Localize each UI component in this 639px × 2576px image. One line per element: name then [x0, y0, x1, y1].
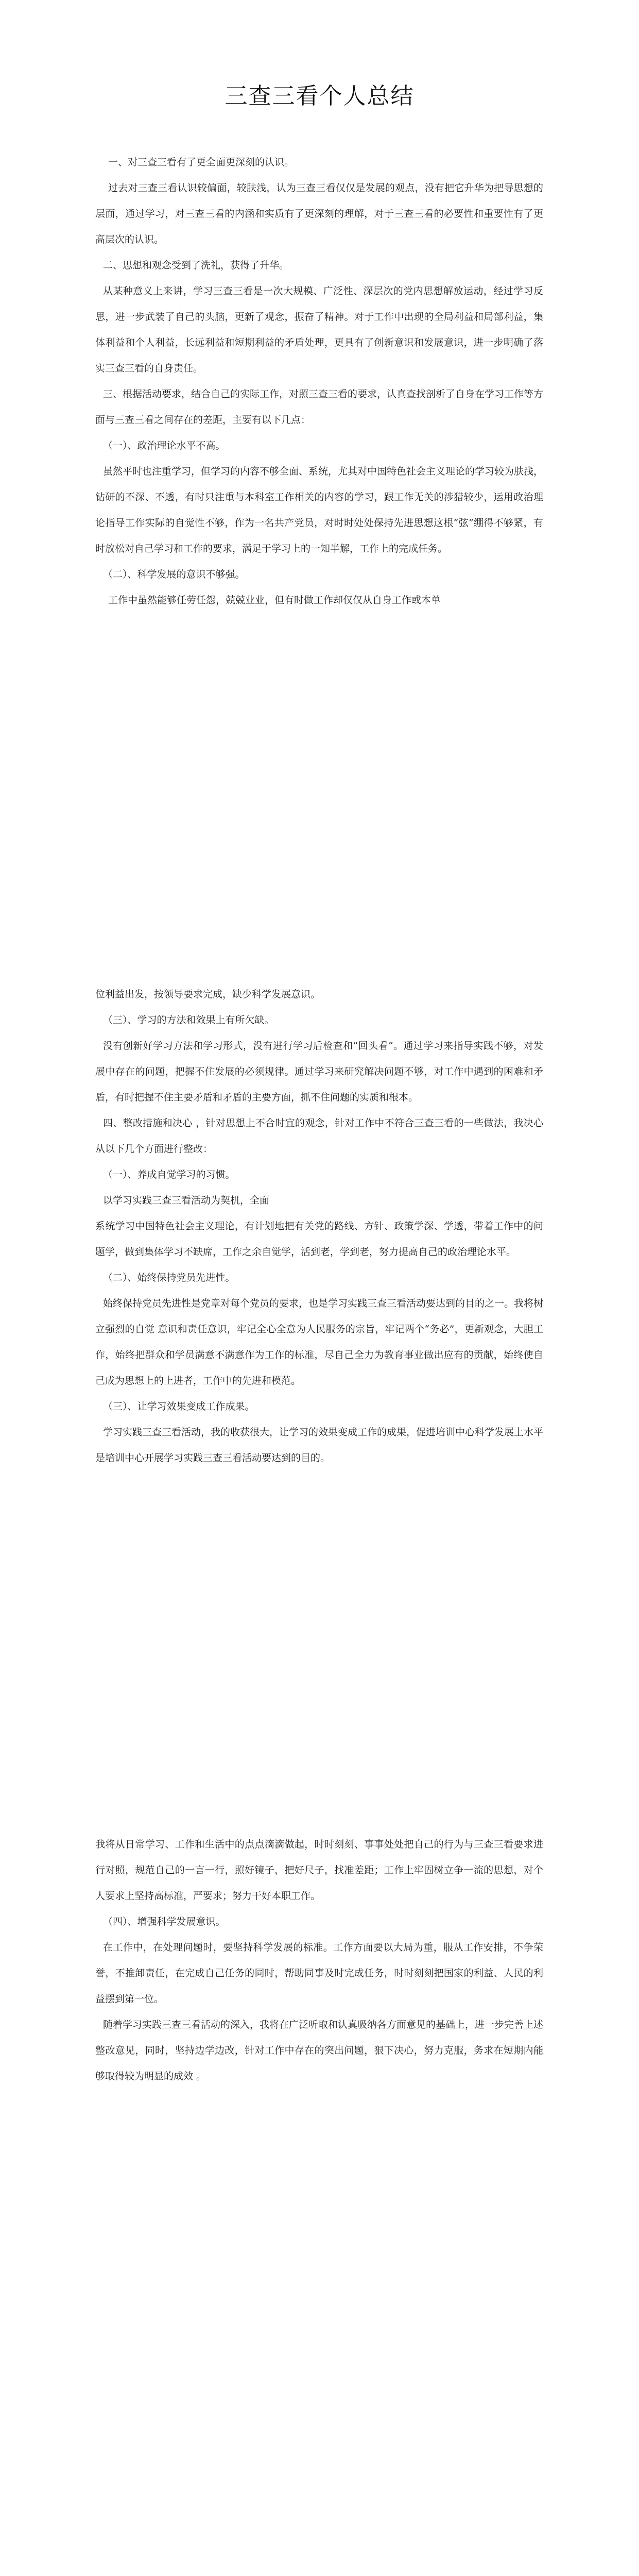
- subheading: （一）、政治理论水平不高。: [103, 440, 226, 451]
- paragraph: 随着学习实践三查三看活动的深入，我将在广泛听取和认真吸纳各方面意见的基础上，进一步完善上述整改意见，同时，坚持边学边改，针对工作中存在的突出问题，狠下决心，努力克服，务求在短期内能够取得较为明显的成效 。: [95, 2019, 544, 2082]
- paragraph: 位利益出发，按领导要求完成，缺少科学发展意识。: [95, 989, 321, 1000]
- paragraph: 从某种意义上来讲，学习三查三看是一次大规模、广泛性、深层次的党内思想解放运动，经过学习反思，进一步武装了自己的头脑，更新了观念，振奋了精神。对于工作中出现的全局利益和局部利益，集体利益和个人利益，长远利益和短期利益的矛盾处理，更具有了创新意识和发展意识，进一步明确了落实三查三看的自身责任。: [95, 285, 543, 374]
- paragraph: 在工作中，在处理问题时，要坚持科学发展的标准。工作方面要以大局为重，服从工作安排，不争荣誉，不推卸责任，在完成自己任务的同时，帮助同事及时完成任务，时时刻刻把国家的利益、人民的利益摆到第一位。: [95, 1942, 543, 2005]
- section-heading-4: 四、整改措施和决心 ，针对思想上不合时宜的观念，针对工作中不符合三查三看的一些做法，我决心从以下几个方面进行整改：: [95, 1117, 543, 1155]
- subheading: （三）、学习的方法和效果上有所欠缺。: [103, 1014, 274, 1026]
- paragraph: 工作中虽然能够任劳任怨，兢兢业业，但有时做工作却仅仅从自身工作或本单: [108, 595, 441, 606]
- subheading: （三）、让学习效果变成工作成果。: [103, 1401, 255, 1412]
- text-block-2: [95, 981, 543, 1471]
- section-heading-1: 一、对三查三看有了更全面更深刻的认识。: [108, 157, 295, 168]
- text-block-3: [95, 1832, 543, 2089]
- subheading: （二）、始终保持党员先进性。: [103, 1272, 235, 1283]
- subheading: （二）、科学发展的意识不够强。: [103, 569, 245, 580]
- paragraph: 过去对三查三看认识较偏面，较肤浅，认为三查三看仅仅是发展的观点，没有把它升华为把导思想的层面，通过学习，对三查三看的内涵和实质有了更深刻的理解，对于三查三看的必要性和重要性有了更高层次的认识。: [95, 182, 543, 245]
- paragraph: 以学习实践三查三看活动为契机，全面: [103, 1195, 270, 1206]
- paragraph: 我将从日常学习、工作和生活中的点点滴滴做起，时时刻刻、事事处处把自己的行为与三查三看要求进行对照，规范自己的一言一行，照好镜子，把好尺子，找准差距；工作上牢固树立争一流的思想，对个人要求上坚持高标准，严要求；努力干好本职工作。: [95, 1839, 543, 1902]
- paragraph: 始终保持党员先进性是党章对每个党员的要求，也是学习实践三查三看活动要达到的目的之一。我将树立强烈的自觉 意识和责任意识，牢记全心全意为人民服务的宗旨，牢记两个“务必”，更新观念，大胆工作，始终把群众和学员满意不满意作为工作的标准，尽自己全力为教育事业做出应有的贡献，始终使自己成为思想上的上进者，工作中的先进和模范。: [95, 1298, 544, 1386]
- document-title: 三查三看个人总结: [224, 83, 415, 109]
- subheading: （四）、增强科学发展意识。: [103, 1916, 226, 1927]
- paragraph: 没有创新好学习方法和学习形式，没有进行学习后检查和“回头看”。通过学习来指导实践不够，对发展中存在的问题，把握不住发展的必须规律。通过学习来研究解决问题不够，对工作中遇到的困难和矛盾，有时把握不住主要矛盾和矛盾的主要方面，抓不住问题的实质和根本。: [95, 1040, 543, 1103]
- section-heading-3: 三、根据活动要求，结合自己的实际工作，对照三查三看的要求，认真查找剖析了自身在学习工作等方面与三查三看之间存在的差距，主要有以下几点：: [95, 388, 544, 426]
- section-heading-2: 二、思想和观念受到了洗礼，获得了升华。: [103, 260, 289, 271]
- paragraph: 学习实践三查三看活动，我的收获很大，让学习的效果变成工作的成果，促进培训中心科学发展上水平是培训中心开展学习实践三查三看活动要达到的目的。: [95, 1427, 544, 1464]
- paragraph: 系统学习中国特色社会主义理论，有计划地把有关党的路线、方针、政策学深、学透，带着工作中的问题学，做到集体学习不缺席，工作之余自觉学，活到老，学到老，努力提高自己的政治理论水平。: [95, 1221, 543, 1258]
- paragraph: 虽然平时也注重学习，但学习的内容不够全面、系统，尤其对中国特色社会主义理论的学习较为肤浅，钻研的不深、不透，有时只注重与本科室工作相关的内容的学习，跟工作无关的涉猎较少，运用政治理论指导工作实际的自觉性不够，作为一名共产党员，对时时处处保持先进思想这根“弦”绷得不够紧，有时放松对自己学习和工作的要求，满足于学习上的一知半解，工作上的完成任务。: [95, 466, 544, 554]
- text-block-1: [95, 149, 543, 613]
- subheading: （一）、养成自觉学习的习惯。: [103, 1169, 235, 1180]
